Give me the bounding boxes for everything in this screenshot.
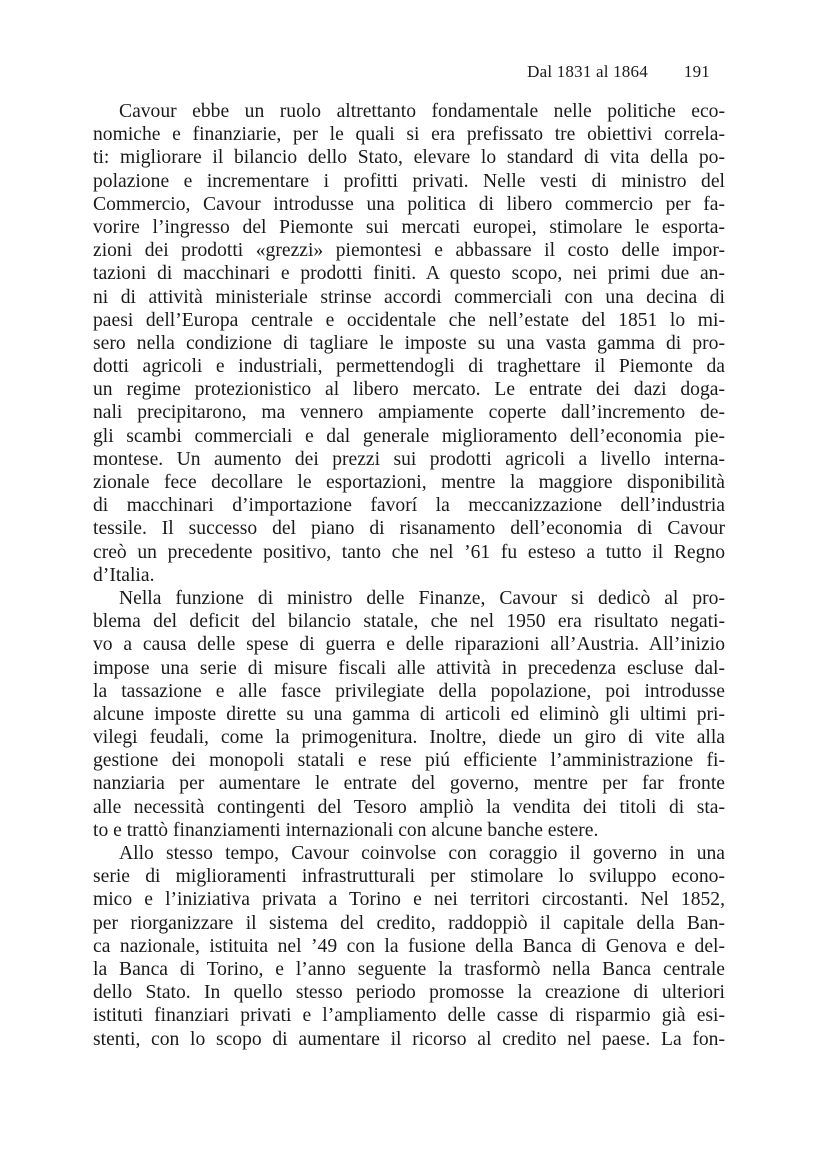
text-line: vorire l’ingresso del Piemonte sui mercati europei, stimolare le esporta- bbox=[93, 216, 725, 238]
text-line: nali precipitarono, ma vennero ampiamente coperte dall’incremento de- bbox=[93, 402, 725, 424]
text-line: dello Stato. In quello stesso periodo promosse la creazione di ulteriori bbox=[93, 982, 725, 1004]
text-line: tazioni di macchinari e prodotti finiti. A questo scopo, nei primi due an- bbox=[93, 263, 725, 285]
text-line: creò un precedente positivo, tanto che nel ’61 fu esteso a tutto il Regno bbox=[93, 541, 725, 563]
text-line: zioni dei prodotti «grezzi» piemontesi e abbassare il costo delle impor- bbox=[93, 240, 725, 262]
running-head bbox=[527, 62, 710, 82]
text-line: Cavour ebbe un ruolo altrettanto fondamentale nelle politiche eco- bbox=[119, 101, 725, 122]
text-line: Allo stesso tempo, Cavour coinvolse con coraggio il governo in una bbox=[119, 843, 725, 864]
text-line: impose una serie di misure fiscali alle attività in precedenza escluse dal- bbox=[93, 657, 725, 679]
paragraph bbox=[93, 587, 725, 842]
text-line: la tassazione e alle fasce privilegiate della popolazione, poi introdusse bbox=[93, 680, 725, 702]
text-line: per riorganizzare il sistema del credito, raddoppiò il capitale della Ban- bbox=[93, 912, 725, 934]
text-line: un regime protezionistico al libero mercato. Le entrate dei dazi doga- bbox=[93, 379, 725, 401]
text-line: tessile. Il successo del piano di risanamento dell’economia di Cavour bbox=[93, 518, 725, 540]
paragraph bbox=[93, 100, 725, 587]
text-line: ca nazionale, istituita nel ’49 con la fusione della Banca di Genova e del- bbox=[93, 935, 725, 957]
body-text bbox=[93, 100, 725, 1051]
text-line: la Banca di Torino, e l’anno seguente la trasformò nella Banca centrale bbox=[93, 958, 725, 980]
text-line: paesi dell’Europa centrale e occidentale che nell’estate del 1851 lo mi- bbox=[93, 309, 725, 331]
text-line: mico e l’iniziativa privata a Torino e nei territori circostanti. Nel 1852, bbox=[93, 889, 725, 911]
text-line: ni di attività ministeriale strinse accordi commerciali con una decina di bbox=[93, 286, 725, 308]
text-line: dotti agricoli e industriali, permettendogli di traghettare il Piemonte da bbox=[93, 356, 725, 378]
paragraph bbox=[93, 842, 725, 1051]
text-line: montese. Un aumento dei prezzi sui prodotti agricoli a livello interna- bbox=[93, 448, 725, 470]
text-line: serie di miglioramenti infrastrutturali per stimolare lo sviluppo econo- bbox=[93, 866, 725, 888]
text-line: Nella funzione di ministro delle Finanze, Cavour si dedicò al pro- bbox=[119, 587, 725, 609]
text-line: to e trattò finanziamenti internazionali con alcune banche estere. bbox=[93, 819, 599, 841]
text-line: gestione dei monopoli statali e rese piú efficiente l’amministrazione fi- bbox=[93, 750, 725, 772]
text-line: stenti, con lo scopo di aumentare il ricorso al credito nel paese. La fon- bbox=[93, 1028, 725, 1050]
text-line: vo a causa delle spese di guerra e delle riparazioni all’Austria. All’inizio bbox=[93, 634, 725, 656]
text-line: zionale fece decollare le esportazioni, mentre la maggiore disponibilità bbox=[93, 472, 725, 493]
text-line: blema del deficit del bilancio statale, che nel 1950 era risultato negati- bbox=[93, 611, 725, 633]
text-line: gli scambi commerciali e dal generale miglioramento dell’economia pie- bbox=[93, 425, 725, 447]
text-line: sero nella condizione di tagliare le imposte su una vasta gamma di pro- bbox=[93, 332, 725, 354]
text-line: alle necessità contingenti del Tesoro ampliò la vendita dei titoli di sta- bbox=[93, 796, 725, 818]
text-line: istituti finanziari privati e l’ampliamento delle casse di risparmio già esi- bbox=[93, 1005, 725, 1027]
text-line: Commercio, Cavour introdusse una politica di libero commercio per fa- bbox=[93, 193, 725, 215]
running-head-title: Dal 1831 al 1864 bbox=[527, 62, 648, 81]
text-line: vilegi feudali, come la primogenitura. Inoltre, diede un giro di vite alla bbox=[93, 727, 725, 749]
page-number: 191 bbox=[683, 62, 710, 81]
text-line: polazione e incrementare i profitti privati. Nelle vesti di ministro del bbox=[93, 170, 725, 192]
text-line: nomiche e finanziarie, per le quali si era prefissato tre obiettivi correla- bbox=[93, 124, 725, 146]
text-line: d’Italia. bbox=[93, 564, 155, 586]
text-line: di macchinari d’importazione favorí la meccanizzazione dell’industria bbox=[93, 495, 725, 517]
text-line: alcune imposte dirette su una gamma di articoli ed eliminò gli ultimi pri- bbox=[93, 703, 725, 725]
text-line: ti: migliorare il bilancio dello Stato, elevare lo standard di vita della po- bbox=[93, 147, 725, 169]
text-line: nanziaria per aumentare le entrate del governo, mentre per far fronte bbox=[93, 773, 725, 795]
